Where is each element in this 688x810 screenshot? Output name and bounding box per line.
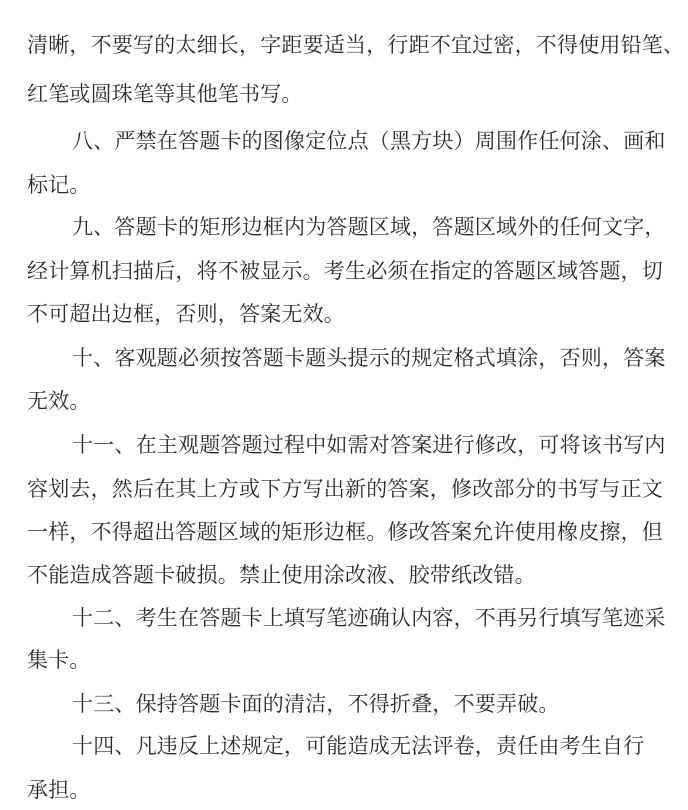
paragraph-11-line-4: 不能造成答题卡破损。禁止使用涂改液、胶带纸改错。 [27, 563, 536, 587]
paragraph-14-line-2: 承担。 [27, 778, 91, 802]
paragraph-8-line-2: 标记。 [27, 173, 91, 197]
paragraph-11-line-1: 十一、在主观题答题过程中如需对答案进行修改，可将该书写内 [72, 433, 666, 457]
paragraph-10-line-2: 无效。 [27, 389, 91, 413]
paragraph-9-line-2: 经计算机扫描后，将不被显示。考生必须在指定的答题区域答题，切 [27, 259, 663, 283]
paragraph-7-line-2: 红笔或圆珠笔等其他笔书写。 [27, 82, 303, 106]
paragraph-13-line-1: 十三、保持答题卡面的清洁，不得折叠，不要弄破。 [72, 692, 560, 716]
paragraph-7-line-1: 清晰，不要写的太细长，字距要适当，行距不宜过密，不得使用铅笔、 [27, 33, 685, 57]
paragraph-12-line-1: 十二、考生在答题卡上填写笔迹确认内容，不再另行填写笔迹采 [72, 606, 666, 630]
paragraph-11-line-3: 一样，不得超出答题区域的矩形边框。修改答案允许使用橡皮擦，但 [27, 520, 663, 544]
paragraph-14-line-1: 十四、凡违反上述规定，可能造成无法评卷，责任由考生自行 [72, 734, 645, 758]
paragraph-8-line-1: 八、严禁在答题卡的图像定位点（黑方块）周围作任何涂、画和 [72, 129, 666, 153]
paragraph-10-line-1: 十、客观题必须按答题卡题头提示的规定格式填涂，否则，答案 [72, 346, 666, 370]
paragraph-9-line-3: 不可超出边框，否则，答案无效。 [27, 302, 345, 326]
paragraph-11-line-2: 容划去，然后在其上方或下方写出新的答案，修改部分的书写与正文 [27, 477, 663, 501]
paragraph-12-line-2: 集卡。 [27, 648, 91, 672]
paragraph-9-line-1: 九、答题卡的矩形边框内为答题区域，答题区域外的任何文字， [72, 215, 666, 239]
